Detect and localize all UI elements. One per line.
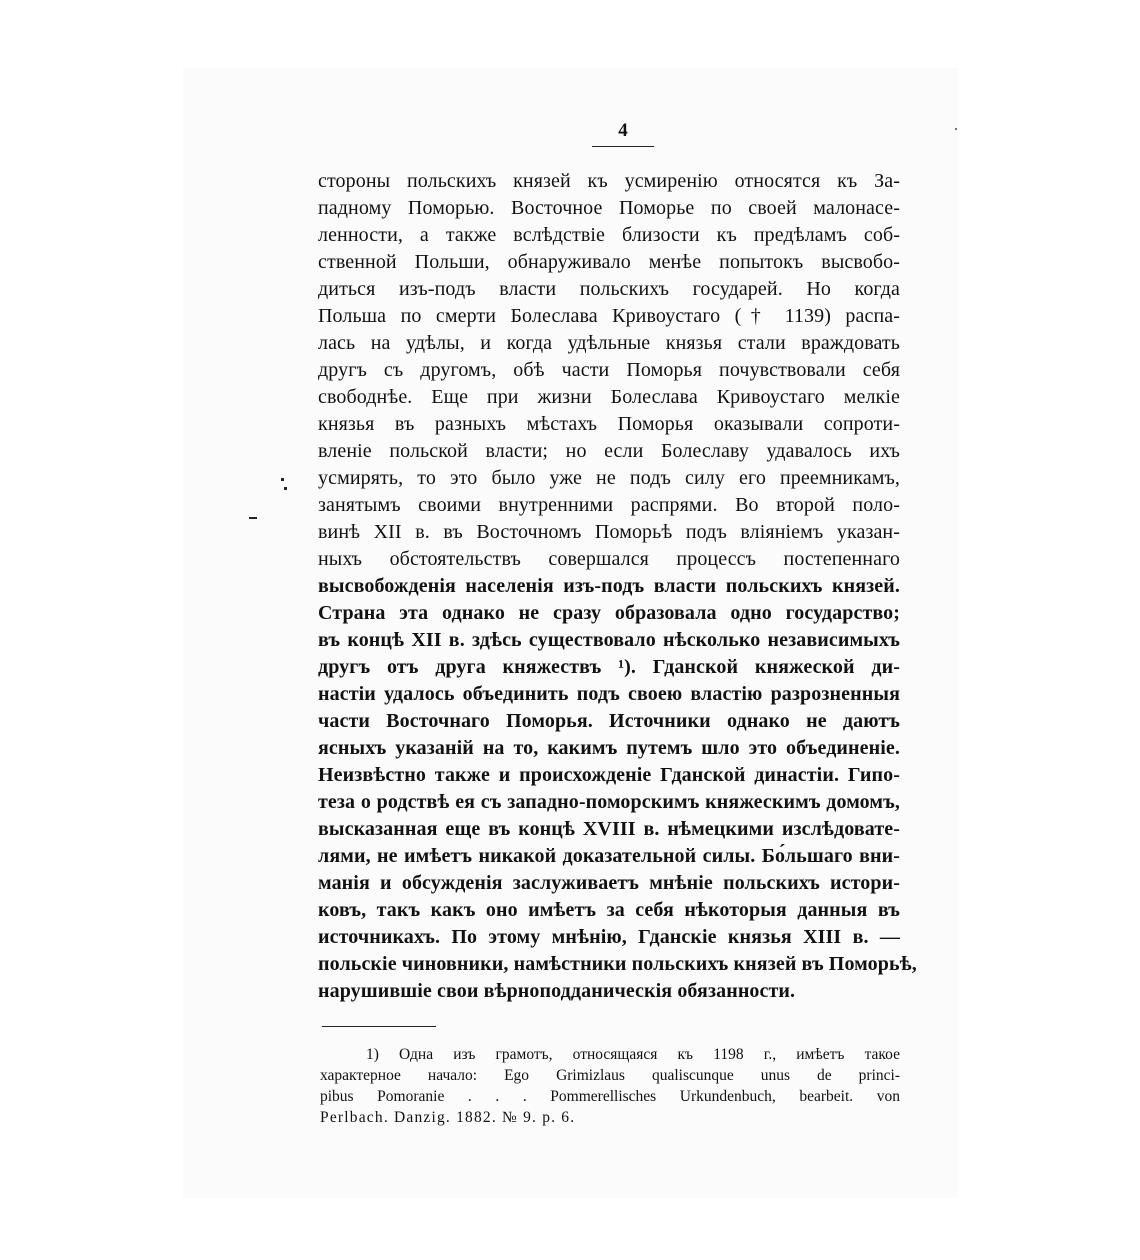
text-line: ковъ, такъ какъ оно имѣетъ за себя нѣкоторыя данныя въ (318, 899, 900, 921)
text-line: занятымъ своими внутренними распрями. Во второй поло- (318, 494, 900, 516)
text-line: настіи удалось объединить подъ своею властію разрозненныя (318, 683, 900, 705)
text-line: въ концѣ XII в. здѣсь существовало нѣсколько независимыхъ (318, 629, 900, 651)
text-line: части Восточнаго Поморья. Источники однако не даютъ (318, 710, 900, 732)
text-line: стороны польскихъ князей къ усмиренію относятся къ За- (318, 170, 900, 192)
text-line: высказанная еще въ концѣ XVIII в. нѣмецкими изслѣдовате- (318, 818, 900, 840)
text-line: Неизвѣстно также и происхожденіе Гданской династіи. Гипо- (318, 764, 900, 786)
text-line: вленіе польской власти; но если Болеславу удавалось ихъ (318, 440, 900, 462)
footnote-line: характерное начало: Ego Grimizlaus qualiscunque unus de princi- (320, 1067, 900, 1084)
text-line: нарушившіе свои вѣрноподданическія обязанности. (318, 980, 796, 1002)
text-line: ственной Польши, обнаруживало менѣе попытокъ высвобо- (318, 251, 900, 273)
text-line: Страна эта однако не сразу образовала одно государство; (318, 602, 900, 624)
text-line: князья въ разныхъ мѣстахъ Поморья оказывали сопроти- (318, 413, 900, 435)
page-number: 4 (618, 120, 628, 141)
main-text (318, 168, 917, 1005)
text-line: другъ отъ друга княжествъ ¹). Гданской княжеской ди- (318, 656, 900, 678)
text-line: Польша по смерти Болеслава Кривоустаго († 1139) распа- (318, 305, 900, 327)
margin-mark (284, 487, 287, 490)
text-line: падному Поморью. Восточное Поморье по своей малонасе- (318, 197, 900, 219)
text-line: диться изъ-подъ власти польскихъ государей. Но когда (318, 278, 900, 300)
text-line: усмирять, то это было уже не подъ силу его преемникамъ, (318, 467, 900, 489)
text-line: винѣ XII в. въ Восточномъ Поморьѣ подъ вліяніемъ указан- (318, 521, 900, 543)
footnote-line: Perlbach. Danzig. 1882. № 9. p. 6. (320, 1109, 576, 1126)
page-number-rule (592, 146, 654, 147)
text-line: лями, не имѣетъ никакой доказательной силы. Бо́льшаго вни- (318, 845, 900, 867)
text-line: свободнѣе. Еще при жизни Болеслава Кривоустаго мелкіе (318, 386, 900, 408)
footnote-line: pibus Pomoranie . . . Pommerellisches Urkundenbuch, bearbeit. von (320, 1088, 900, 1105)
margin-mark (249, 517, 257, 519)
footnote-rule (322, 1026, 436, 1027)
text-line: источникахъ. По этому мнѣнію, Гданскіе князья XIII в. — (318, 926, 900, 948)
text-line: теза о родствѣ ея съ западно-поморскимъ княжескимъ домомъ, (318, 791, 900, 813)
text-line: высвобожденія населенія изъ-подъ власти польскихъ князей. (318, 575, 900, 597)
text-line: ныхъ обстоятельствъ совершался процессъ постепеннаго (318, 548, 900, 570)
margin-mark (281, 478, 284, 481)
text-line: ленности, а также вслѣдствіе близости къ предѣламъ соб- (318, 224, 900, 246)
footnote (320, 1044, 900, 1128)
text-line: польскіе чиновники, намѣстники польскихъ князей въ Поморьѣ, (318, 953, 917, 975)
footnote-line: 1) Одна изъ грамотъ, относящаяся къ 1198 г., имѣетъ такое (366, 1046, 900, 1063)
text-line: другъ съ другомъ, обѣ части Поморья почувствовали себя (318, 359, 900, 381)
text-line: лась на удѣлы, и когда удѣльные князья стали враждовать (318, 332, 900, 354)
text-line: ясныхъ указаній на то, какимъ путемъ шло это объединеніе. (318, 737, 900, 759)
scan-speck (955, 128, 957, 130)
text-line: манія и обсужденія заслуживаетъ мнѣніе польскихъ истори- (318, 872, 900, 894)
